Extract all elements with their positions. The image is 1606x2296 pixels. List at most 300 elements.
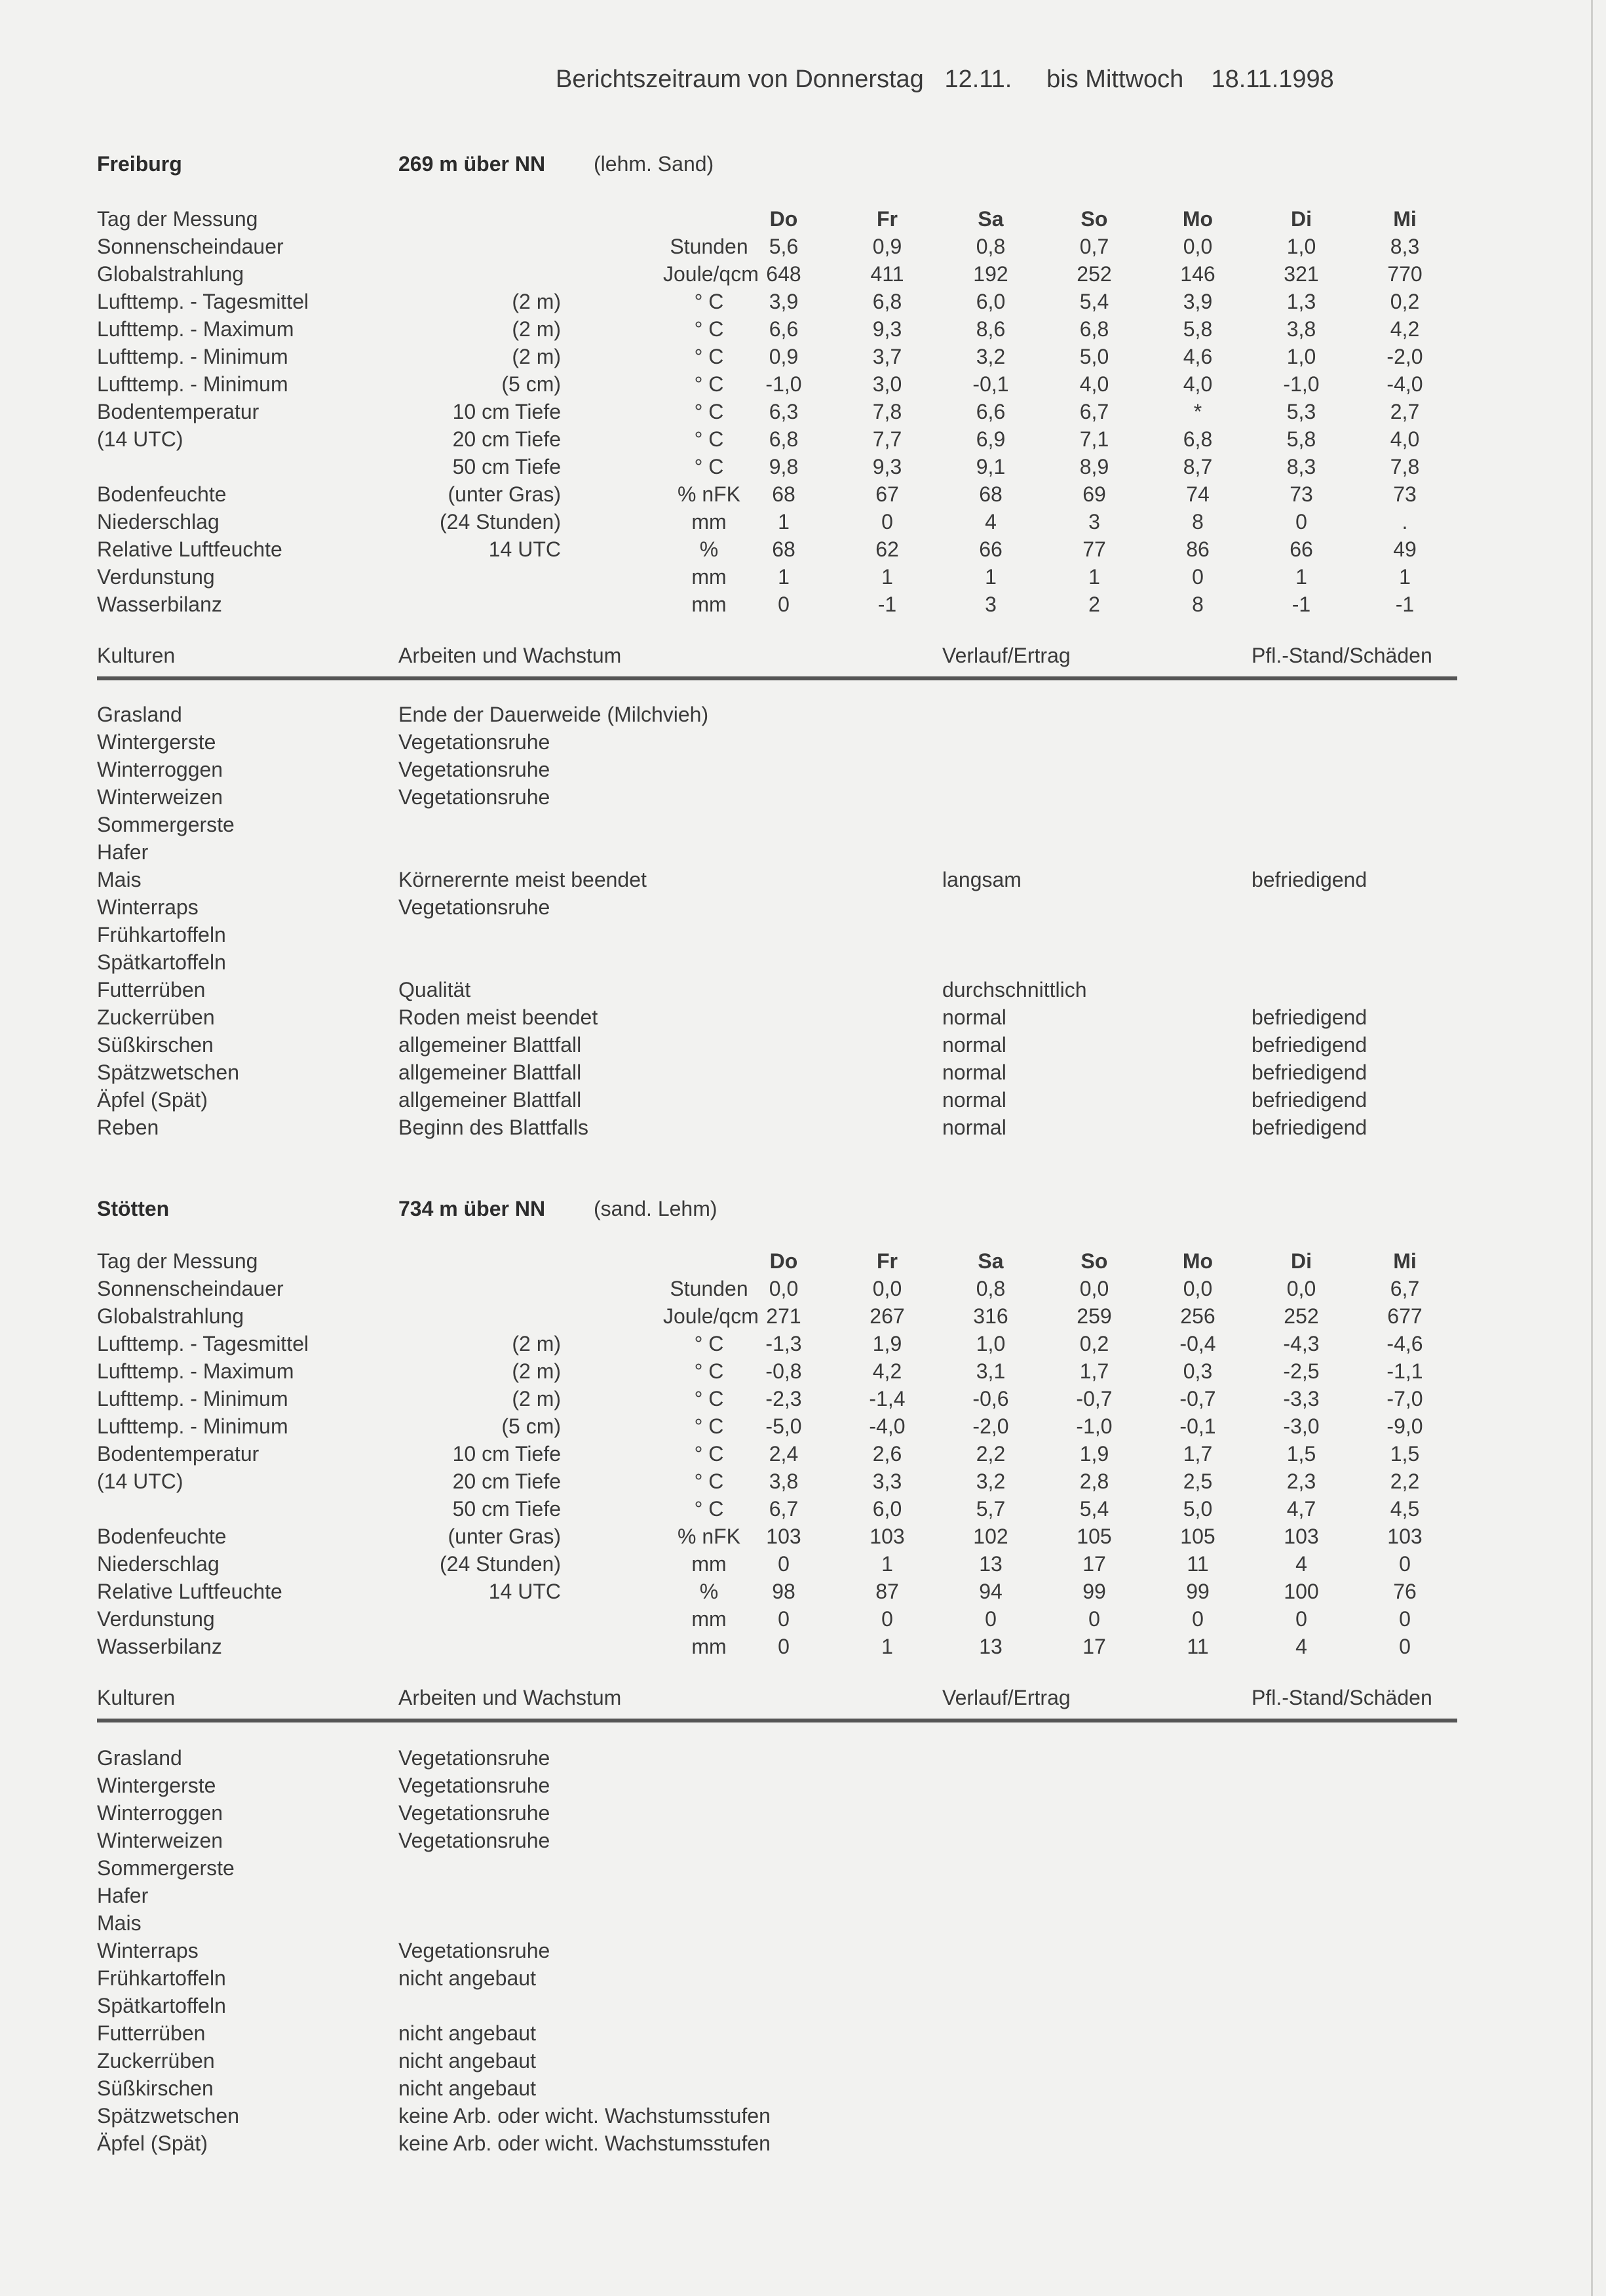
crop-row bbox=[97, 950, 1473, 978]
crop-row bbox=[97, 1033, 1473, 1060]
row-label: Niederschlag bbox=[97, 1552, 220, 1576]
row-unit: ° C bbox=[694, 1414, 724, 1438]
row-unit: mm bbox=[691, 1552, 727, 1576]
report-period bbox=[556, 66, 1334, 94]
value-cell: -1 bbox=[1395, 593, 1415, 616]
value-cell: 267 bbox=[870, 1304, 905, 1328]
value-cell: 6,3 bbox=[769, 400, 799, 423]
crop-name: Futterrüben bbox=[97, 2021, 206, 2045]
crop-name: Grasland bbox=[97, 703, 182, 726]
row-unit: ° C bbox=[694, 1359, 724, 1383]
value-cell: 2,4 bbox=[769, 1442, 799, 1466]
value-cell: -4,0 bbox=[1386, 372, 1423, 396]
day-header: Di bbox=[1291, 207, 1312, 231]
crop-name: Winterroggen bbox=[97, 758, 223, 781]
station-altitude: 734 m über NN bbox=[398, 1197, 546, 1220]
crop-name: Spätkartoffeln bbox=[97, 950, 226, 974]
value-cell: 99 bbox=[1082, 1580, 1106, 1603]
crop-work: Ende der Dauerweide (Milchvieh) bbox=[398, 703, 709, 726]
crop-name: Winterweizen bbox=[97, 1829, 223, 1852]
value-cell: 6,8 bbox=[872, 290, 902, 313]
row-unit: Joule/qcm bbox=[663, 1304, 759, 1328]
table-row bbox=[97, 345, 1473, 372]
value-cell: 192 bbox=[973, 262, 1008, 286]
value-cell: 1,0 bbox=[1286, 235, 1316, 258]
table-row bbox=[97, 372, 1473, 400]
crop-course: normal bbox=[942, 1033, 1006, 1057]
value-cell: 9,3 bbox=[872, 317, 902, 341]
crop-row bbox=[97, 2076, 1473, 2104]
crop-name: Winterraps bbox=[97, 1939, 199, 1962]
value-cell: 13 bbox=[979, 1635, 1003, 1658]
value-cell: 103 bbox=[1284, 1525, 1319, 1548]
crop-name: Wintergerste bbox=[97, 730, 216, 754]
station-soil: (sand. Lehm) bbox=[594, 1197, 717, 1220]
value-cell: 103 bbox=[1387, 1525, 1423, 1548]
value-cell: -0,8 bbox=[765, 1359, 802, 1383]
value-cell: 0 bbox=[1192, 565, 1204, 589]
day-header: Mi bbox=[1393, 207, 1417, 231]
value-cell: 0,2 bbox=[1079, 1332, 1109, 1355]
value-cell: 100 bbox=[1284, 1580, 1319, 1603]
value-cell: 0 bbox=[1399, 1552, 1411, 1576]
crop-state: befriedigend bbox=[1252, 1088, 1367, 1112]
value-cell: 4,5 bbox=[1390, 1497, 1420, 1521]
row-unit: ° C bbox=[694, 1442, 724, 1466]
value-cell: 770 bbox=[1387, 262, 1423, 286]
value-cell: 9,8 bbox=[769, 455, 799, 478]
value-cell: 271 bbox=[766, 1304, 801, 1328]
row-label: Lufttemp. - Minimum bbox=[97, 1387, 288, 1411]
table-row bbox=[97, 400, 1473, 427]
crop-row bbox=[97, 758, 1473, 785]
row-label: Bodenfeuchte bbox=[97, 482, 227, 506]
day-header: Fr bbox=[877, 207, 898, 231]
value-cell: 0,7 bbox=[1079, 235, 1109, 258]
value-cell: 3,7 bbox=[872, 345, 902, 368]
crop-name: Winterweizen bbox=[97, 785, 223, 809]
value-cell: 8,3 bbox=[1286, 455, 1316, 478]
row-label: Lufttemp. - Tagesmittel bbox=[97, 290, 309, 313]
value-cell: 3,9 bbox=[769, 290, 799, 313]
value-cell: 0,0 bbox=[1183, 235, 1213, 258]
day-header: So bbox=[1080, 207, 1108, 231]
day-header: Sa bbox=[978, 1249, 1004, 1273]
value-cell: 0,9 bbox=[872, 235, 902, 258]
value-cell: -2,3 bbox=[765, 1387, 802, 1411]
crop-work: Vegetationsruhe bbox=[398, 1939, 550, 1962]
value-cell: 6,8 bbox=[1079, 317, 1109, 341]
row-spec: 20 cm Tiefe bbox=[452, 1469, 561, 1493]
crop-course: normal bbox=[942, 1088, 1006, 1112]
crop-work: Roden meist beendet bbox=[398, 1005, 598, 1029]
value-cell: 0 bbox=[778, 1635, 790, 1658]
value-cell: 1,5 bbox=[1286, 1442, 1316, 1466]
value-cell: 6,0 bbox=[872, 1497, 902, 1521]
value-cell: 1,9 bbox=[1079, 1442, 1109, 1466]
value-cell: 0 bbox=[1399, 1607, 1411, 1631]
table-header-row bbox=[97, 1249, 1473, 1277]
crop-name: Reben bbox=[97, 1116, 159, 1139]
crop-row bbox=[97, 1801, 1473, 1829]
table-row bbox=[97, 1359, 1473, 1387]
crop-row bbox=[97, 1966, 1473, 1994]
crop-row bbox=[97, 1060, 1473, 1088]
row-label: Relative Luftfeuchte bbox=[97, 537, 282, 561]
crop-row bbox=[97, 978, 1473, 1005]
row-spec: 50 cm Tiefe bbox=[452, 455, 561, 478]
crop-work: keine Arb. oder wicht. Wachstumsstufen bbox=[398, 2131, 771, 2155]
value-cell: 62 bbox=[875, 537, 899, 561]
row-unit: ° C bbox=[694, 1497, 724, 1521]
value-cell: 73 bbox=[1393, 482, 1417, 506]
row-label: Lufttemp. - Tagesmittel bbox=[97, 1332, 309, 1355]
row-unit: Stunden bbox=[670, 235, 748, 258]
crop-name: Winterroggen bbox=[97, 1801, 223, 1825]
table-header-row bbox=[97, 207, 1473, 235]
row-label: Verdunstung bbox=[97, 1607, 215, 1631]
crops-col-verlauf: Verlauf/Ertrag bbox=[942, 1686, 1071, 1709]
day-header: Fr bbox=[877, 1249, 898, 1273]
value-cell: 252 bbox=[1077, 262, 1112, 286]
crop-name: Frühkartoffeln bbox=[97, 923, 226, 946]
crop-row bbox=[97, 1911, 1473, 1939]
value-cell: 5,3 bbox=[1286, 400, 1316, 423]
value-cell: 68 bbox=[979, 482, 1003, 506]
value-cell: 17 bbox=[1082, 1635, 1106, 1658]
value-cell: 74 bbox=[1186, 482, 1210, 506]
value-cell: 677 bbox=[1387, 1304, 1423, 1328]
value-cell: 3,1 bbox=[976, 1359, 1006, 1383]
value-cell: 8,6 bbox=[976, 317, 1006, 341]
day-header: Mi bbox=[1393, 1249, 1417, 1273]
value-cell: 8,7 bbox=[1183, 455, 1213, 478]
value-cell: 1 bbox=[1399, 565, 1411, 589]
value-cell: -9,0 bbox=[1386, 1414, 1423, 1438]
value-cell: 2,6 bbox=[872, 1442, 902, 1466]
table-row bbox=[97, 1552, 1473, 1580]
value-cell: 1,3 bbox=[1286, 290, 1316, 313]
row-unit: ° C bbox=[694, 372, 724, 396]
value-cell: 0 bbox=[778, 1607, 790, 1631]
table-row bbox=[97, 1442, 1473, 1469]
crop-row bbox=[97, 2131, 1473, 2159]
row-unit: Joule/qcm bbox=[663, 262, 759, 286]
value-cell: -0,1 bbox=[972, 372, 1009, 396]
crop-work: allgemeiner Blattfall bbox=[398, 1060, 582, 1084]
page-edge bbox=[1591, 0, 1593, 2296]
crop-row bbox=[97, 2104, 1473, 2131]
table-row bbox=[97, 1469, 1473, 1497]
row-spec: (2 m) bbox=[512, 345, 561, 368]
table-row bbox=[97, 1497, 1473, 1525]
table-row bbox=[97, 1635, 1473, 1662]
row-spec: (2 m) bbox=[512, 1387, 561, 1411]
row-label: Lufttemp. - Maximum bbox=[97, 317, 294, 341]
value-cell: 259 bbox=[1077, 1304, 1112, 1328]
value-cell: 1 bbox=[881, 1635, 893, 1658]
value-cell: 5,4 bbox=[1079, 290, 1109, 313]
crop-row bbox=[97, 1884, 1473, 1911]
value-cell: -2,0 bbox=[1386, 345, 1423, 368]
crop-state: befriedigend bbox=[1252, 1060, 1367, 1084]
crop-row bbox=[97, 868, 1473, 895]
row-unit: mm bbox=[691, 510, 727, 534]
row-label: Bodentemperatur bbox=[97, 1442, 259, 1466]
crop-work: nicht angebaut bbox=[398, 2021, 536, 2045]
row-unit: ° C bbox=[694, 455, 724, 478]
value-cell: 94 bbox=[979, 1580, 1003, 1603]
value-cell: 5,7 bbox=[976, 1497, 1006, 1521]
row-unit: % nFK bbox=[677, 482, 741, 506]
value-cell: 5,0 bbox=[1183, 1497, 1213, 1521]
table-row bbox=[97, 455, 1473, 482]
value-cell: 102 bbox=[973, 1525, 1008, 1548]
value-cell: 9,1 bbox=[976, 455, 1006, 478]
value-cell: 1,7 bbox=[1079, 1359, 1109, 1383]
row-unit: ° C bbox=[694, 345, 724, 368]
value-cell: 2,7 bbox=[1390, 400, 1420, 423]
crop-name: Sommergerste bbox=[97, 1856, 235, 1880]
crop-work: Vegetationsruhe bbox=[398, 758, 550, 781]
period-start: 12.11. bbox=[944, 66, 1012, 93]
value-cell: -0,7 bbox=[1076, 1387, 1113, 1411]
value-cell: 105 bbox=[1077, 1525, 1112, 1548]
value-cell: 1,0 bbox=[976, 1332, 1006, 1355]
table-row bbox=[97, 235, 1473, 262]
value-cell: 5,6 bbox=[769, 235, 799, 258]
value-cell: 0,9 bbox=[769, 345, 799, 368]
row-label: Lufttemp. - Maximum bbox=[97, 1359, 294, 1383]
crop-row bbox=[97, 923, 1473, 950]
value-cell: 76 bbox=[1393, 1580, 1417, 1603]
value-cell: 3 bbox=[985, 593, 997, 616]
value-cell: 6,8 bbox=[1183, 427, 1213, 451]
value-cell: 4 bbox=[1295, 1635, 1307, 1658]
value-cell: 3,3 bbox=[872, 1469, 902, 1493]
value-cell: 321 bbox=[1284, 262, 1319, 286]
crops-header-rule bbox=[97, 1719, 1457, 1722]
day-header: So bbox=[1080, 1249, 1108, 1273]
crop-name: Äpfel (Spät) bbox=[97, 1088, 208, 1112]
crop-course: langsam bbox=[942, 868, 1022, 891]
crop-row bbox=[97, 1746, 1473, 1774]
table-row bbox=[97, 1607, 1473, 1635]
crop-name: Zuckerrüben bbox=[97, 1005, 215, 1029]
row-unit: ° C bbox=[694, 427, 724, 451]
value-cell: 0,8 bbox=[976, 1277, 1006, 1300]
table-row bbox=[97, 1277, 1473, 1304]
value-cell: 7,8 bbox=[1390, 455, 1420, 478]
row-spec: 10 cm Tiefe bbox=[452, 400, 561, 423]
value-cell: 9,3 bbox=[872, 455, 902, 478]
value-cell: 105 bbox=[1180, 1525, 1215, 1548]
crop-row bbox=[97, 2021, 1473, 2049]
row-unit: mm bbox=[691, 593, 727, 616]
value-cell: 7,1 bbox=[1079, 427, 1109, 451]
value-cell: 0 bbox=[1295, 1607, 1307, 1631]
value-cell: 648 bbox=[766, 262, 801, 286]
value-cell: 2,8 bbox=[1079, 1469, 1109, 1493]
value-cell: 0,2 bbox=[1390, 290, 1420, 313]
table-row bbox=[97, 510, 1473, 537]
value-cell: 2,3 bbox=[1286, 1469, 1316, 1493]
row-unit: ° C bbox=[694, 317, 724, 341]
crop-course: durchschnittlich bbox=[942, 978, 1087, 1002]
row-label: Bodenfeuchte bbox=[97, 1525, 227, 1548]
crop-name: Hafer bbox=[97, 1884, 149, 1907]
value-cell: -1,0 bbox=[1076, 1414, 1113, 1438]
crops-col-kulturen: Kulturen bbox=[97, 644, 176, 667]
value-cell: 1 bbox=[778, 565, 790, 589]
table-row bbox=[97, 1387, 1473, 1414]
table-row bbox=[97, 1414, 1473, 1442]
value-cell: 4,6 bbox=[1183, 345, 1213, 368]
value-cell: 1 bbox=[881, 1552, 893, 1576]
value-cell: -1,4 bbox=[869, 1387, 906, 1411]
row-label: Lufttemp. - Minimum bbox=[97, 345, 288, 368]
row-label: Verdunstung bbox=[97, 565, 215, 589]
value-cell: -4,3 bbox=[1283, 1332, 1320, 1355]
value-cell: 87 bbox=[875, 1580, 899, 1603]
crop-work: allgemeiner Blattfall bbox=[398, 1033, 582, 1057]
value-cell: 0 bbox=[985, 1607, 997, 1631]
crops-header-rule bbox=[97, 676, 1457, 680]
value-cell: 98 bbox=[772, 1580, 795, 1603]
row-label: Sonnenscheindauer bbox=[97, 235, 284, 258]
value-cell: 3,8 bbox=[1286, 317, 1316, 341]
value-cell: 1,7 bbox=[1183, 1442, 1213, 1466]
value-cell: -3,3 bbox=[1283, 1387, 1320, 1411]
table-row bbox=[97, 482, 1473, 510]
value-cell: 5,4 bbox=[1079, 1497, 1109, 1521]
value-cell: 4 bbox=[985, 510, 997, 534]
value-cell: 6,7 bbox=[1390, 1277, 1420, 1300]
value-cell: 3,9 bbox=[1183, 290, 1213, 313]
crop-row bbox=[97, 1856, 1473, 1884]
value-cell: 68 bbox=[772, 537, 795, 561]
row-spec: 20 cm Tiefe bbox=[452, 427, 561, 451]
day-header: Di bbox=[1291, 1249, 1312, 1273]
value-cell: 2,2 bbox=[1390, 1469, 1420, 1493]
crop-row bbox=[97, 785, 1473, 813]
crop-name: Futterrüben bbox=[97, 978, 206, 1002]
value-cell: -4,6 bbox=[1386, 1332, 1423, 1355]
crop-work: keine Arb. oder wicht. Wachstumsstufen bbox=[398, 2104, 771, 2128]
station-name: Freiburg bbox=[97, 152, 182, 176]
row-unit: mm bbox=[691, 565, 727, 589]
crop-work: nicht angebaut bbox=[398, 1966, 536, 1990]
value-cell: 1 bbox=[1295, 565, 1307, 589]
crop-name: Süßkirschen bbox=[97, 1033, 214, 1057]
crop-work: Vegetationsruhe bbox=[398, 1829, 550, 1852]
crop-work: Vegetationsruhe bbox=[398, 1801, 550, 1825]
value-cell: 99 bbox=[1186, 1580, 1210, 1603]
value-cell: 3,0 bbox=[872, 372, 902, 396]
value-cell: 2 bbox=[1088, 593, 1100, 616]
value-cell: 86 bbox=[1186, 537, 1210, 561]
value-cell: 7,7 bbox=[872, 427, 902, 451]
table-row bbox=[97, 317, 1473, 345]
row-unit: ° C bbox=[694, 1469, 724, 1493]
row-unit: mm bbox=[691, 1607, 727, 1631]
value-cell: 5,8 bbox=[1183, 317, 1213, 341]
value-cell: -0,1 bbox=[1179, 1414, 1216, 1438]
crop-name: Wintergerste bbox=[97, 1774, 216, 1797]
crop-name: Spätzwetschen bbox=[97, 1060, 240, 1084]
value-cell: -0,6 bbox=[972, 1387, 1009, 1411]
table-row bbox=[97, 1580, 1473, 1607]
value-cell: 8 bbox=[1192, 593, 1204, 616]
row-label: Tag der Messung bbox=[97, 1249, 258, 1273]
crop-name: Sommergerste bbox=[97, 813, 235, 836]
crop-row bbox=[97, 703, 1473, 730]
row-spec: 14 UTC bbox=[488, 537, 561, 561]
crop-name: Zuckerrüben bbox=[97, 2049, 215, 2072]
crops-col-kulturen: Kulturen bbox=[97, 1686, 176, 1709]
row-spec: 50 cm Tiefe bbox=[452, 1497, 561, 1521]
crop-row bbox=[97, 1116, 1473, 1143]
value-cell: . bbox=[1402, 510, 1408, 534]
crop-state: befriedigend bbox=[1252, 868, 1367, 891]
value-cell: 103 bbox=[870, 1525, 905, 1548]
row-unit: % bbox=[699, 537, 719, 561]
crop-name: Äpfel (Spät) bbox=[97, 2131, 208, 2155]
value-cell: 256 bbox=[1180, 1304, 1215, 1328]
crop-work: nicht angebaut bbox=[398, 2076, 536, 2100]
value-cell: 6,7 bbox=[1079, 400, 1109, 423]
table-row bbox=[97, 537, 1473, 565]
value-cell: -4,0 bbox=[869, 1414, 906, 1438]
crop-row bbox=[97, 840, 1473, 868]
value-cell: 4,0 bbox=[1183, 372, 1213, 396]
station-name: Stötten bbox=[97, 1197, 170, 1220]
value-cell: 6,0 bbox=[976, 290, 1006, 313]
value-cell: -2,5 bbox=[1283, 1359, 1320, 1383]
value-cell: 0,0 bbox=[769, 1277, 799, 1300]
row-spec: (2 m) bbox=[512, 317, 561, 341]
table-row bbox=[97, 262, 1473, 290]
row-label: Bodentemperatur bbox=[97, 400, 259, 423]
value-cell: 0 bbox=[1088, 1607, 1100, 1631]
crop-name: Süßkirschen bbox=[97, 2076, 214, 2100]
crop-work: Körnerernte meist beendet bbox=[398, 868, 647, 891]
row-unit: % nFK bbox=[677, 1525, 741, 1548]
value-cell: 2,5 bbox=[1183, 1469, 1213, 1493]
crop-row bbox=[97, 1829, 1473, 1856]
row-spec: (unter Gras) bbox=[448, 1525, 561, 1548]
crop-name: Mais bbox=[97, 868, 142, 891]
value-cell: 77 bbox=[1082, 537, 1106, 561]
crop-course: normal bbox=[942, 1116, 1006, 1139]
value-cell: 316 bbox=[973, 1304, 1008, 1328]
value-cell: 66 bbox=[1290, 537, 1313, 561]
row-spec: 10 cm Tiefe bbox=[452, 1442, 561, 1466]
crop-row bbox=[97, 1774, 1473, 1801]
crop-row bbox=[97, 1005, 1473, 1033]
crop-work: Vegetationsruhe bbox=[398, 1746, 550, 1770]
value-cell: 73 bbox=[1290, 482, 1313, 506]
station-altitude: 269 m über NN bbox=[398, 152, 546, 176]
period-prefix: Berichtszeitraum von Donnerstag bbox=[556, 66, 924, 93]
value-cell: 0 bbox=[881, 1607, 893, 1631]
crop-row bbox=[97, 1088, 1473, 1116]
row-spec: (5 cm) bbox=[501, 372, 561, 396]
value-cell: 0,0 bbox=[1079, 1277, 1109, 1300]
row-unit: ° C bbox=[694, 1332, 724, 1355]
row-unit: mm bbox=[691, 1635, 727, 1658]
value-cell: 1,5 bbox=[1390, 1442, 1420, 1466]
